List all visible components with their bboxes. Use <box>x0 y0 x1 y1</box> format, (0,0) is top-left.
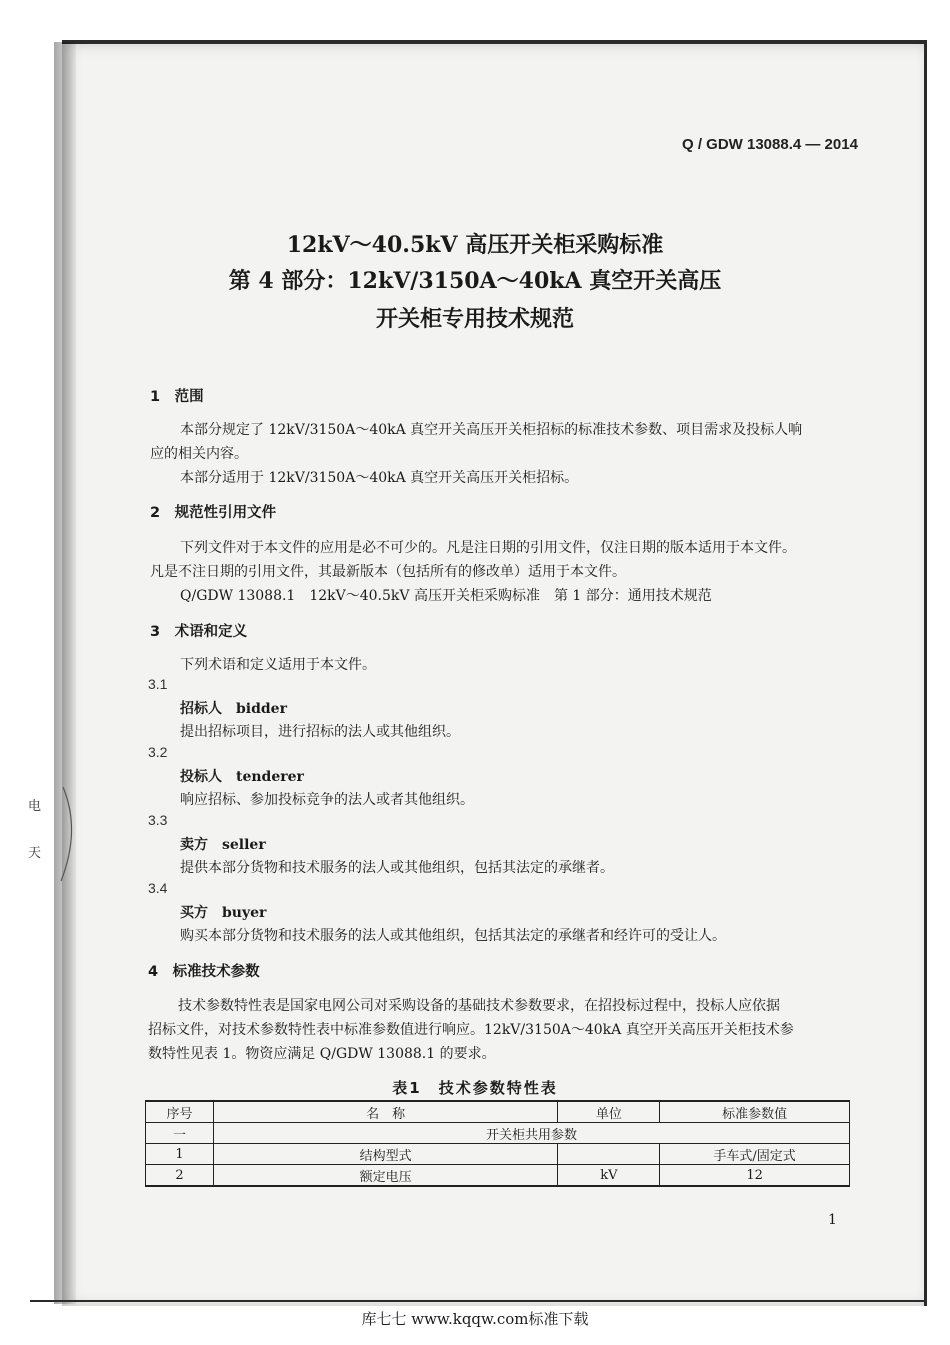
table-row <box>146 1165 850 1187</box>
title-line-1: 12kV～40.5kV 高压开关柜采购标准 <box>286 232 664 258</box>
column-header: 名 称 <box>213 1101 557 1123</box>
table-row <box>146 1144 850 1165</box>
parameter-table <box>145 1100 850 1187</box>
term-definition: 提供本部分货物和技术服务的法人或其他组织，包括其法定的承继者。 <box>180 860 614 876</box>
section-2-para-1a: 下列文件对于本文件的应用是必不可少的。凡是注日期的引用文件，仅注日期的版本适用于本文件。 <box>180 540 796 556</box>
term-number: 3.1 <box>148 676 168 692</box>
term-name: 招标人 bidder <box>180 701 287 717</box>
table-header-row <box>146 1101 850 1123</box>
term-number: 3.4 <box>148 880 168 896</box>
standard-code: Q / GDW 13088.4 — 2014 <box>682 136 858 153</box>
term-name: 卖方 seller <box>180 837 266 853</box>
section-1-para-1a: 本部分规定了 12kV/3150A～40kA 真空开关高压开关柜招标的标准技术参数、项目需求及投标人响 <box>180 422 803 438</box>
term-name: 买方 buyer <box>180 905 267 921</box>
term-definition: 提出招标项目，进行招标的法人或其他组织。 <box>180 724 460 740</box>
column-header: 标准参数值 <box>660 1101 850 1123</box>
table-title: 表1 技术参数特性表 <box>392 1079 558 1097</box>
margin-mark: 电 <box>28 799 42 814</box>
bottom-rule <box>30 1300 925 1302</box>
section-3-heading: 3 术语和定义 <box>150 624 248 640</box>
section-1-heading: 1 范围 <box>150 389 204 405</box>
page-number: 1 <box>828 1212 837 1228</box>
footer-watermark: 库七七 www.kqqw.com标准下载 <box>361 1310 589 1328</box>
column-header: 序号 <box>146 1101 214 1123</box>
title-line-2: 第 4 部分：12kV/3150A～40kA 真空开关高压 <box>228 268 722 294</box>
table-cell: 手车式/固定式 <box>660 1144 850 1165</box>
section-1-para-2: 本部分适用于 12kV/3150A～40kA 真空开关高压开关柜招标。 <box>180 470 579 486</box>
term-definition: 购买本部分货物和技术服务的法人或其他组织，包括其法定的承继者和经许可的受让人。 <box>180 928 726 944</box>
title-line-3: 开关柜专用技术规范 <box>375 306 574 332</box>
section-2-heading: 2 规范性引用文件 <box>150 505 277 521</box>
margin-mark: 天 <box>28 846 42 861</box>
section-4-para-1a: 技术参数特性表是国家电网公司对采购设备的基础技术参数要求，在招投标过程中，投标人应依据 <box>178 998 780 1014</box>
section-1-para-1b: 应的相关内容。 <box>150 446 248 462</box>
term-number: 3.2 <box>148 744 168 760</box>
table-cell: kV <box>558 1165 660 1187</box>
term-number: 3.3 <box>148 812 168 828</box>
section-4-para-1b: 招标文件，对技术参数特性表中标准参数值进行响应。12kV/3150A～40kA 真空开关高压开关柜技术参 <box>148 1022 794 1038</box>
section-3-intro: 下列术语和定义适用于本文件。 <box>180 657 376 673</box>
table-cell: 1 <box>146 1144 214 1165</box>
section-4-para-1c: 数特性见表 1。物资应满足 Q/GDW 13088.1 的要求。 <box>148 1046 496 1062</box>
section-4-heading: 4 标准技术参数 <box>148 964 260 980</box>
table-cell: 开关柜共用参数 <box>213 1123 849 1144</box>
table-cell: 12 <box>660 1165 850 1187</box>
term-definition: 响应招标、参加投标竞争的法人或者其他组织。 <box>180 792 474 808</box>
table-cell <box>558 1144 660 1165</box>
term-name: 投标人 tenderer <box>180 769 304 785</box>
table-group-row <box>146 1123 850 1144</box>
table-cell: 额定电压 <box>213 1165 557 1187</box>
section-2-para-1b: 凡是不注日期的引用文件，其最新版本（包括所有的修改单）适用于本文件。 <box>150 564 626 580</box>
column-header: 单位 <box>558 1101 660 1123</box>
table-cell: 结构型式 <box>213 1144 557 1165</box>
table-cell: 2 <box>146 1165 214 1187</box>
binding-curve <box>55 785 85 885</box>
section-2-reference: Q/GDW 13088.1 12kV～40.5kV 高压开关柜采购标准 第 1 部分：通用技术规范 <box>180 588 712 604</box>
table-cell: 一 <box>146 1123 214 1144</box>
